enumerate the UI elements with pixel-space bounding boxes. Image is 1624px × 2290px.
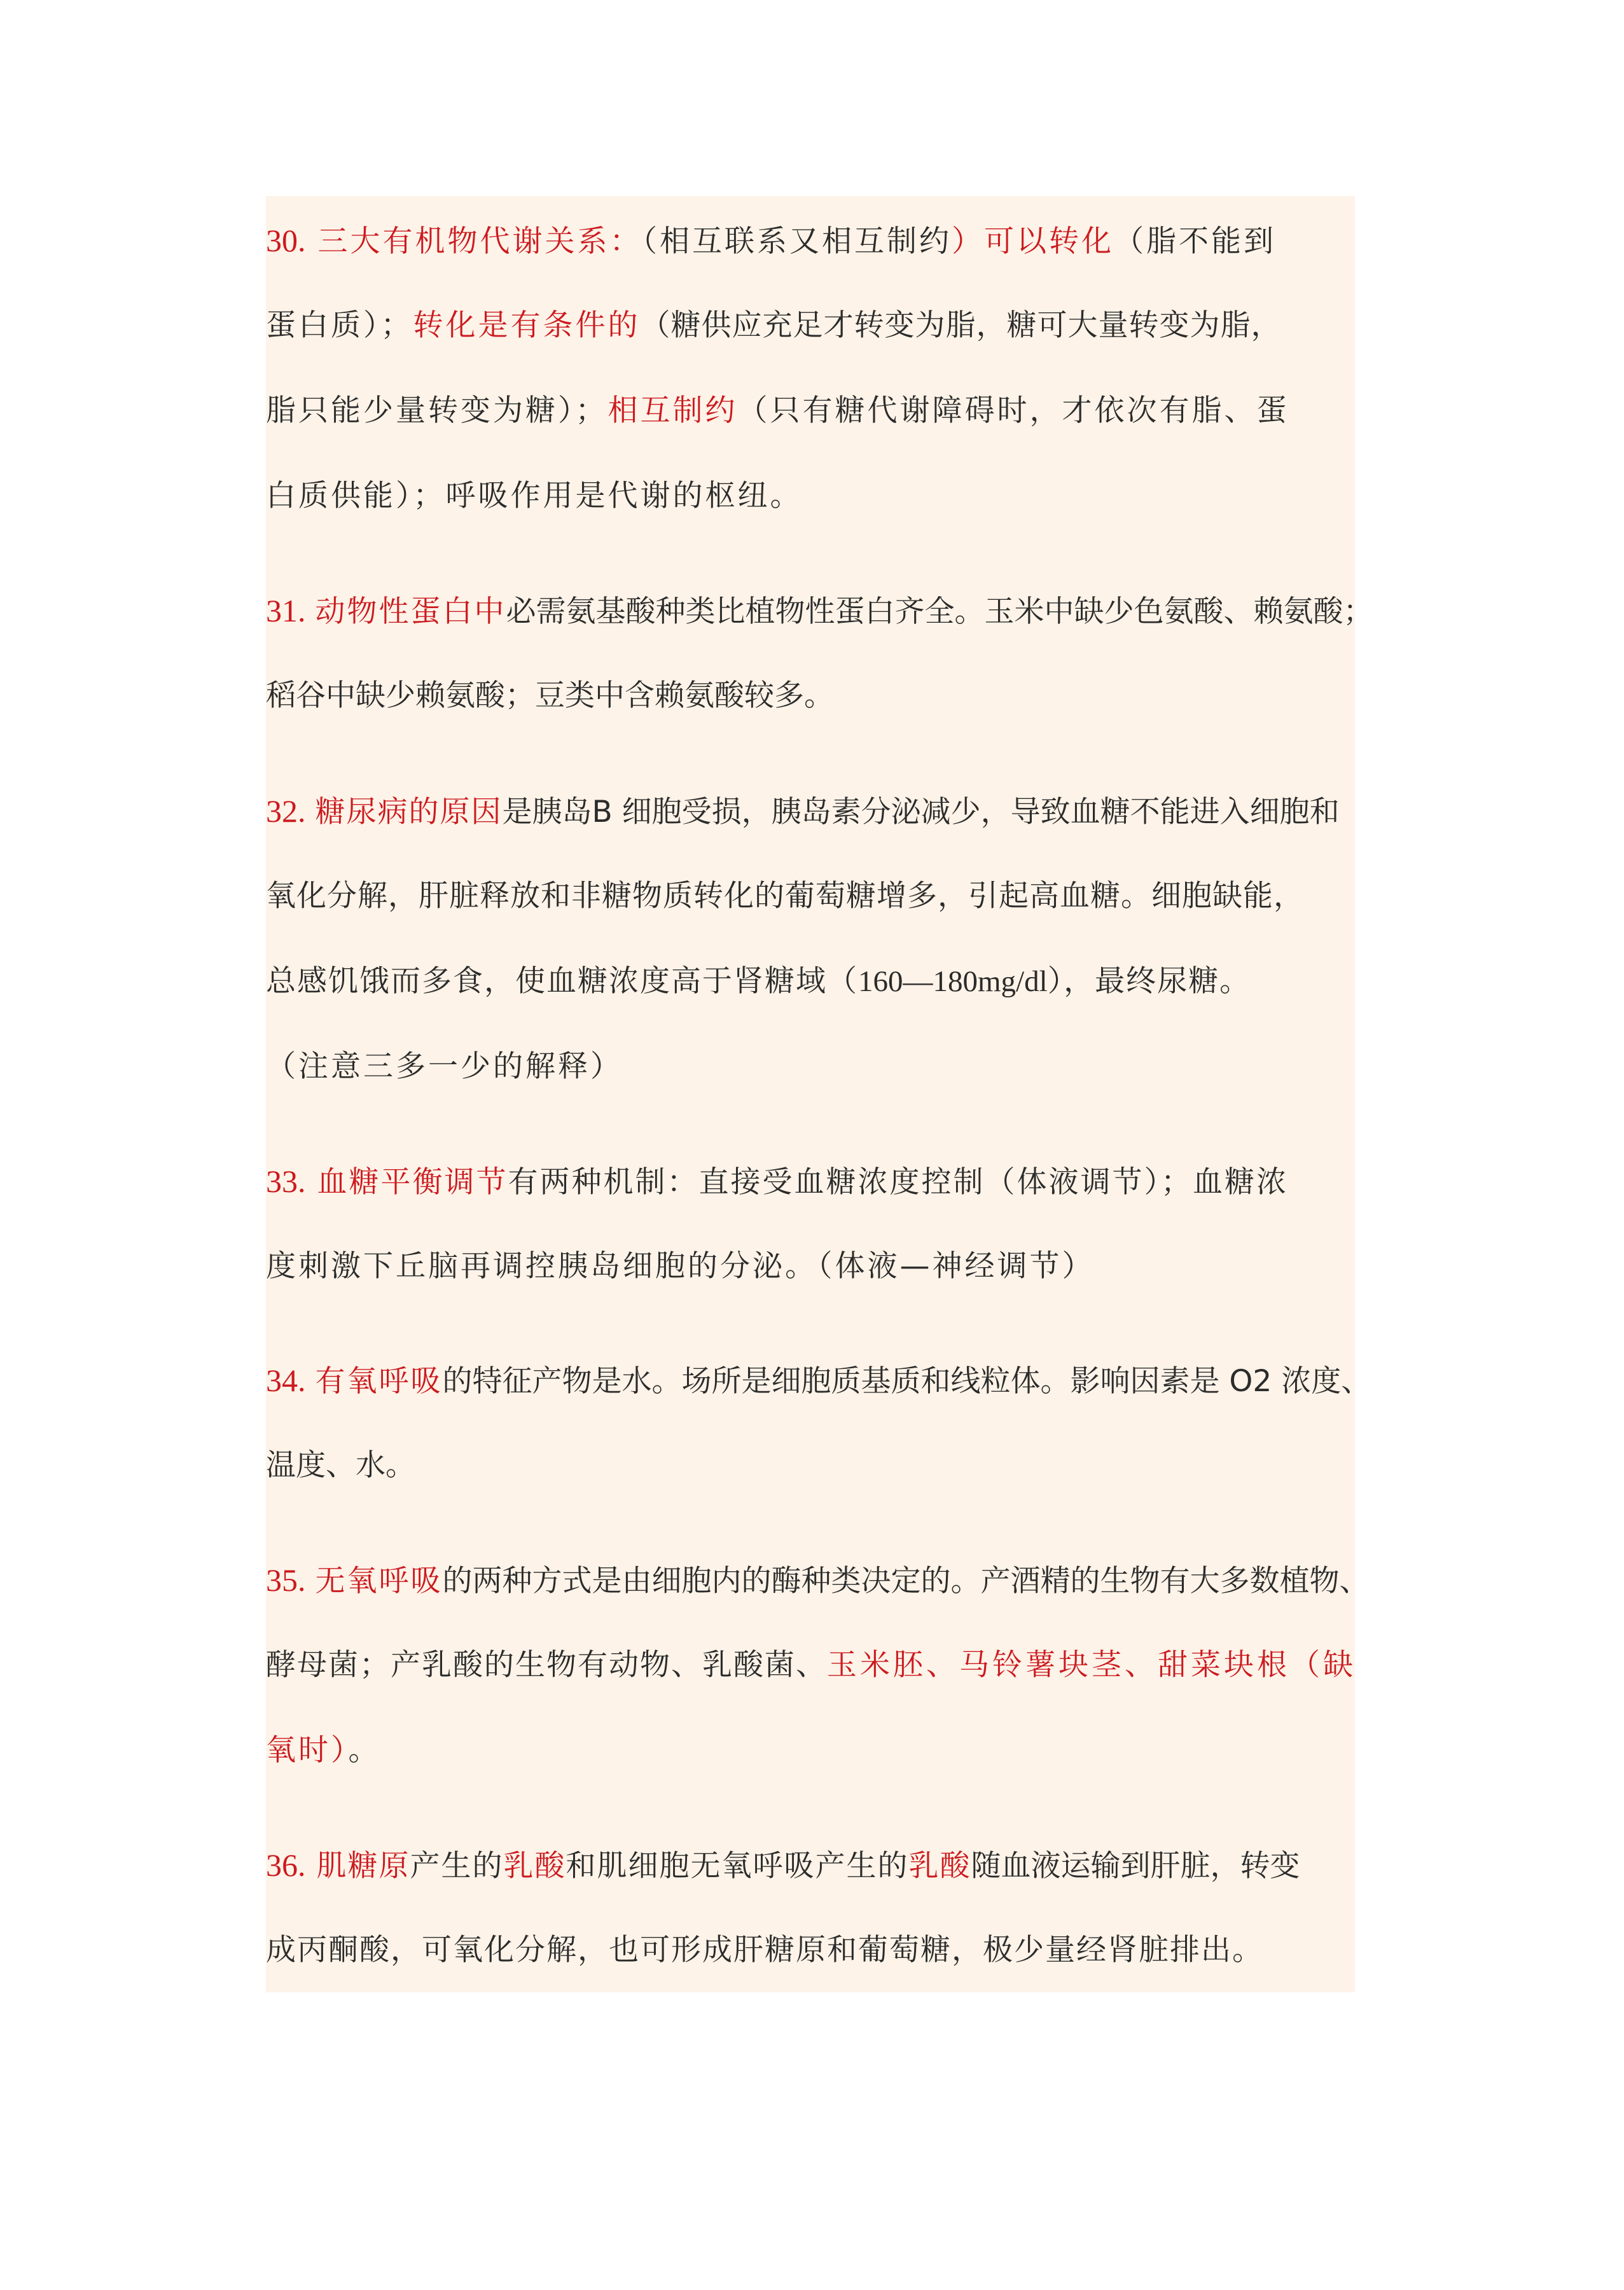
item-33-keyword: 血糖平衡调节: [317, 1165, 508, 1200]
item-34-keyword: 有氧呼吸: [315, 1364, 443, 1399]
item-32-text: ），最终尿糖。: [1047, 964, 1251, 999]
item-36-keyword: 乳酸: [908, 1849, 971, 1884]
item-33-number: 33.: [266, 1163, 306, 1199]
item-30-keyword: 三大有机物代谢关系：: [317, 224, 642, 259]
item-30-keyword: 相互制约: [607, 393, 738, 428]
item-35-keyword: 无氧呼吸: [315, 1564, 443, 1599]
item-31-text: 必需氨基酸种类比植物性蛋白齐全。玉米中缺少色氨酸、赖氨酸；: [506, 594, 1373, 629]
item-30-keyword: ）可以转化: [951, 224, 1114, 259]
item-32-text: 是胰岛B 细胞受损，胰岛素分泌减少，导致血糖不能进入细胞和: [502, 795, 1340, 829]
item-32-line-1: [266, 789, 1366, 833]
highlighted-notes-panel: [266, 196, 1355, 1992]
item-32-text: 氧化分解，肝脏释放和非糖物质转化的葡萄糖增多，引起高血糖。细胞缺能，: [266, 878, 1304, 913]
item-36-line-1: [266, 1843, 1366, 1887]
item-36-keyword: 肌糖原: [316, 1849, 410, 1884]
item-32-text: 总感饥饿而多食，使血糖浓度高于肾糖域（: [266, 964, 858, 999]
item-33-line-2: [266, 1244, 1366, 1289]
item-36-text: 产生的: [410, 1849, 504, 1884]
item-30-text: （糖供应充足才转变为脂，糖可大量转变为脂，: [640, 308, 1282, 343]
item-34-text: 的特征产物是水。场所是细胞质基质和线粒体。影响因素是 O2 浓度、: [442, 1364, 1371, 1399]
item-36-keyword: 乳酸: [503, 1849, 566, 1884]
item-35-text: 的两种方式是由细胞内的酶种类决定的。产酒精的生物有大多数植物、: [442, 1564, 1370, 1599]
item-33-text: 度刺激下丘脑再调控胰岛细胞的分泌。（体液—神经调节）: [266, 1249, 1095, 1284]
item-30-text: 蛋白质）；: [266, 308, 413, 343]
item-30-text: （只有糖代谢障碍时，才依次有脂、蛋: [737, 393, 1289, 428]
item-34-line-2: [266, 1443, 1366, 1488]
item-35-line-3: [266, 1728, 1366, 1773]
item-31-keyword: 动物性蛋白中: [315, 594, 506, 629]
item-34-text: 温度、水。: [266, 1448, 415, 1483]
item-35-line-1: [266, 1558, 1370, 1602]
item-33-line-1: [266, 1159, 1366, 1204]
item-30-keyword: 转化是有条件的: [413, 308, 641, 343]
item-34-line-1: [266, 1358, 1371, 1403]
item-30-text: （脂不能到: [1113, 224, 1276, 259]
item-32-number: 32.: [266, 793, 306, 829]
item-30-line-2: [266, 303, 1366, 348]
item-30-text: 白质供能）；呼吸作用是代谢的枢纽。: [266, 478, 803, 513]
item-35-text: 。: [348, 1733, 381, 1768]
item-32-line-3: [266, 959, 1366, 1004]
item-34-number: 34.: [266, 1363, 306, 1398]
item-31-number: 31.: [266, 593, 306, 628]
item-36-line-2: [266, 1928, 1366, 1973]
item-30-line-1: [266, 218, 1366, 263]
item-36-text: 随血液运输到肝脏，转变: [971, 1849, 1300, 1884]
item-36-text: 和肌细胞无氧呼吸产生的: [566, 1849, 909, 1884]
item-30-text: （相互联系又相互制约: [642, 224, 952, 259]
item-35-highlight: 玉米胚、马铃薯块茎、甜菜块根（缺: [827, 1648, 1356, 1683]
item-32-keyword: 糖尿病的原因: [315, 795, 503, 829]
item-32-text: （注意三多一少的解释）: [266, 1049, 623, 1084]
item-30-text: 脂只能少量转变为糖）；: [266, 393, 608, 428]
item-32-line-2: [266, 874, 1366, 919]
blood-sugar-threshold: 160—180mg/dl: [858, 965, 1048, 998]
item-35-highlight: 氧时）: [266, 1733, 349, 1768]
item-31-text: 稻谷中缺少赖氨酸；豆类中含赖氨酸较多。: [266, 678, 834, 713]
item-30-line-4: [266, 474, 1366, 518]
item-30-number: 30.: [266, 223, 306, 258]
item-31-line-2: [266, 674, 1366, 718]
item-35-number: 35.: [266, 1562, 306, 1598]
item-33-text: 有两种机制：直接受血糖浓度控制（体液调节）；血糖浓: [508, 1165, 1288, 1200]
item-30-line-3: [266, 389, 1366, 433]
item-36-number: 36.: [266, 1847, 306, 1883]
item-31-line-1: [266, 588, 1373, 633]
item-32-line-4: [266, 1044, 1366, 1089]
item-35-text: 酵母菌；产乳酸的生物有动物、乳酸菌、: [266, 1648, 827, 1683]
item-36-text: 成丙酮酸，可氧化分解，也可形成肝糖原和葡萄糖，极少量经肾脏排出。: [266, 1933, 1263, 1967]
item-35-line-2: [266, 1643, 1366, 1688]
